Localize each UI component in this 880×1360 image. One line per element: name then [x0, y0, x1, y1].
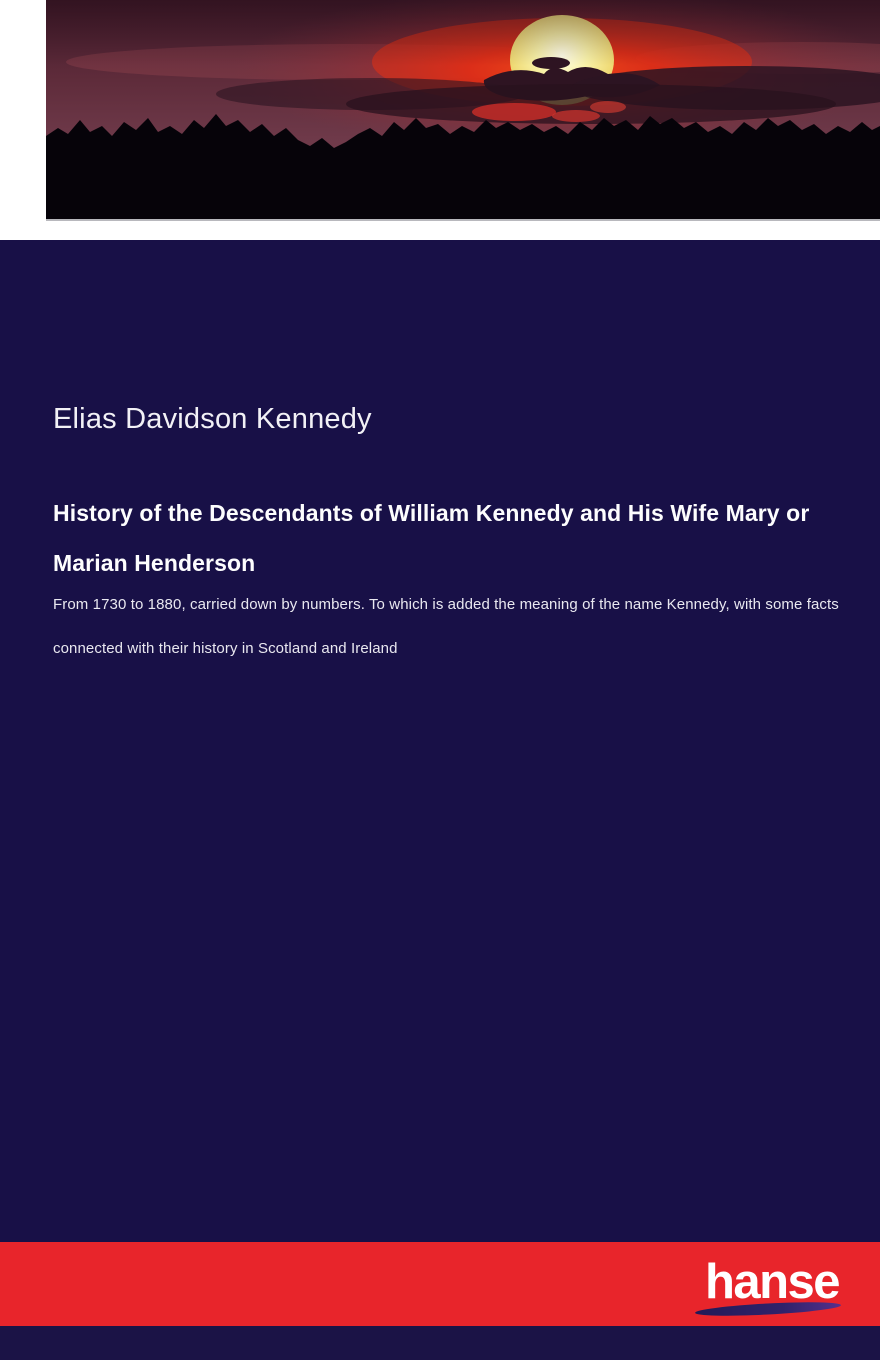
publisher-logo-hanse	[696, 1255, 848, 1320]
book-title-line-2: Marian Henderson	[53, 550, 256, 576]
book-subtitle-line-2: connected with their history in Scotland and Ireland	[53, 640, 398, 657]
book-title-line-1: History of the Descendants of William Kennedy and His Wife Mary or	[53, 500, 810, 526]
cover-body-background	[0, 240, 880, 1242]
book-subtitle-line-1: From 1730 to 1880, carried down by numbers. To which is added the meaning of the name Kennedy, with some facts	[53, 596, 839, 613]
sunset-photo-graphic	[46, 0, 880, 219]
cover-photo-sunset	[46, 0, 880, 219]
footer-bottom-strip	[0, 1326, 880, 1360]
publisher-logo-text: hanse	[704, 1255, 840, 1309]
author-name: Elias Davidson Kennedy	[53, 403, 372, 435]
